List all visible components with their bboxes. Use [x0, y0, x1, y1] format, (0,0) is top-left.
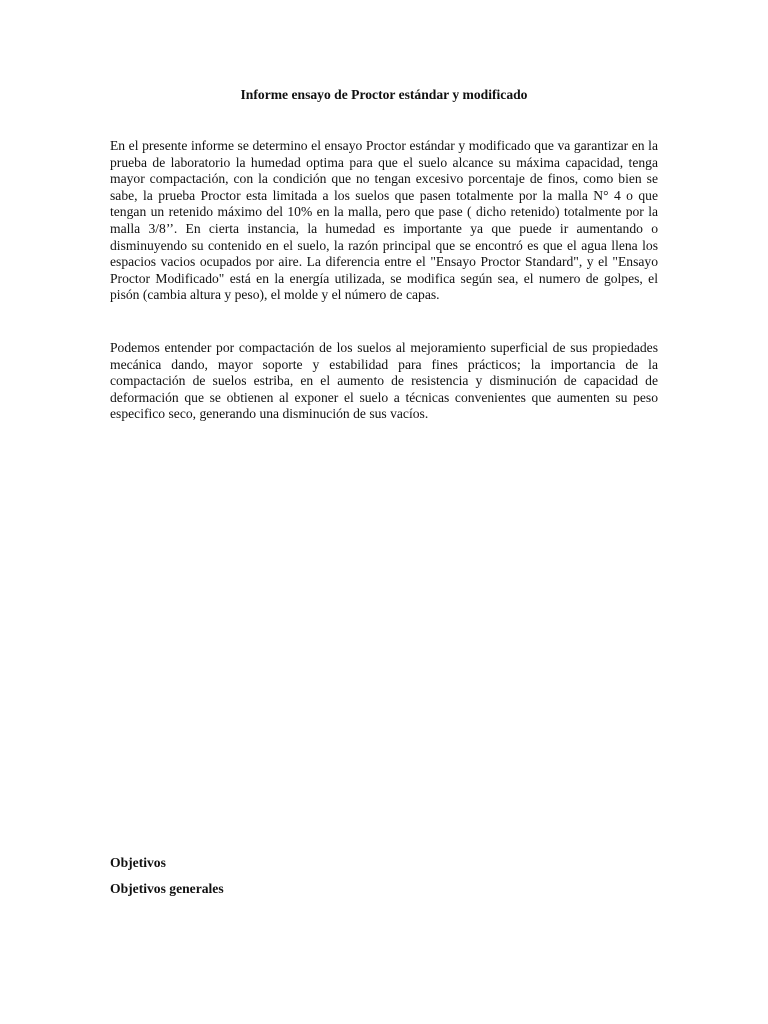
- paragraph-compaction: Podemos entender por compactación de los suelos al mejoramiento superficial de sus propiedades mecánica dando, mayor soporte y estabilidad para fines prácticos; la importancia de la compactación de suelos estriba, en el aumento de resistencia y disminución de capacidad de deformación que se obtienen al exponer el suelo a técnicas convenientes que aumenten su peso especifico seco, generando una disminución de sus vacíos.: [110, 340, 658, 422]
- heading-objectives: Objetivos: [110, 855, 166, 870]
- heading-general-objectives: Objetivos generales: [110, 881, 224, 896]
- document-title: Informe ensayo de Proctor estándar y modificado: [240, 87, 528, 102]
- paragraph-introduction: En el presente informe se determino el ensayo Proctor estándar y modificado que va garantizar en la prueba de laboratorio la humedad optima para que el suelo alcance su máxima capacidad, tenga mayor compactación, con la condición que no tengan excesivo porcentaje de finos, como bien se sabe, la prueba Proctor esta limitada a los suelos que pasen totalmente por la malla N° 4 o que tengan un retenido máximo del 10% en la malla, pero que pase ( dicho retenido) totalmente por la malla 3/8’’. En cierta instancia, la humedad es importante ya que puede ir aumentando o disminuyendo su contenido en el suelo, la razón principal que se encontró es que el agua llena los espacios vacios ocupados por aire. La diferencia entre el "Ensayo Proctor Standard", y el "Ensayo Proctor Modificado" está en la energía utilizada, se modifica según sea, el numero de golpes, el pisón (cambia altura y peso), el molde y el número de capas.: [110, 138, 658, 303]
